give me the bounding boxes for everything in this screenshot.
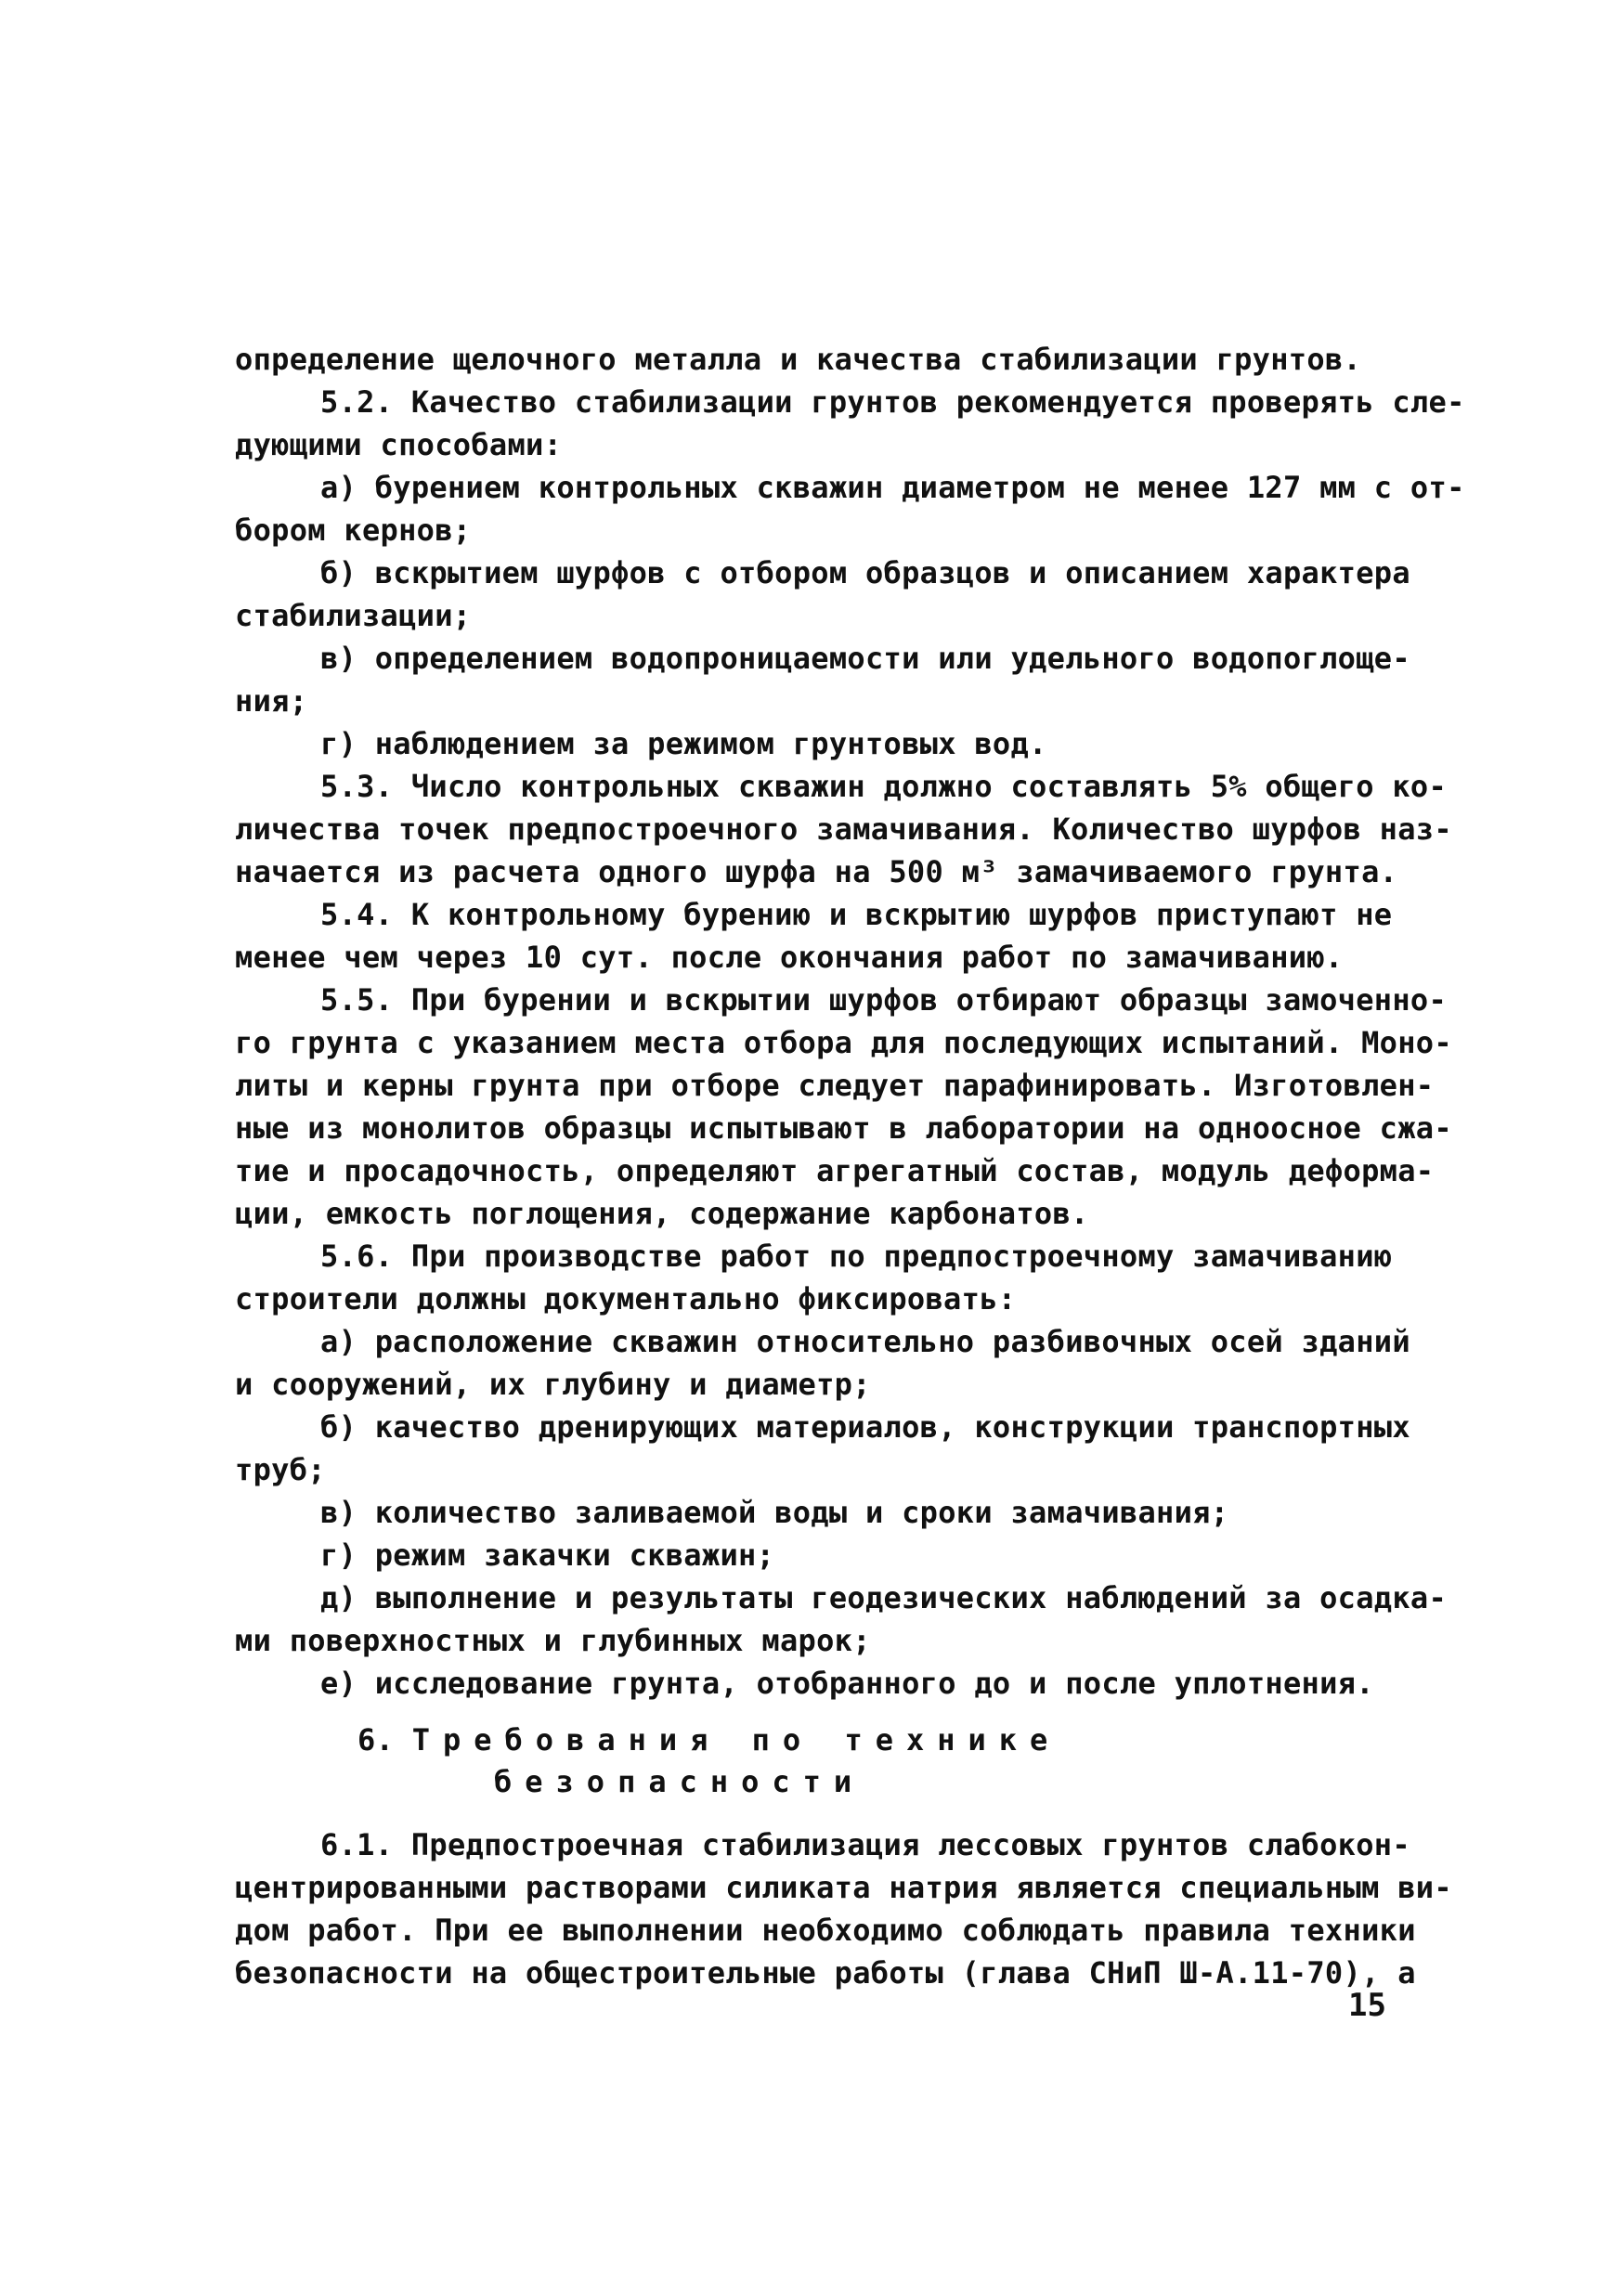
text-line: 5.6. При производстве работ по предпостроечному замачиванию <box>320 1239 1393 1274</box>
page-number: 15 <box>1348 1987 1386 2024</box>
text-line: безопасности на общестроительные работы (глава СНиП Ш-А.11-70), а <box>235 1955 1416 1991</box>
text-line: 5.5. При бурении и вскрытии шурфов отбирают образцы замоченно- <box>320 982 1448 1018</box>
text-line: и сооружений, их глубину и диаметр; <box>235 1367 871 1402</box>
text-line: начается из расчета одного шурфа на 500 м³ замачиваемого грунта. <box>235 854 1398 889</box>
text-line: 5.4. К контрольному бурению и вскрытию шурфов приступают не <box>320 897 1393 932</box>
text-line: а) бурением контрольных скважин диаметром не менее 127 мм с от- <box>320 470 1465 505</box>
text-line: бором кернов; <box>235 512 472 548</box>
text-line: дующими способами: <box>235 427 563 462</box>
text-line: литы и керны грунта при отборе следует парафинировать. Изготовлен- <box>235 1068 1435 1103</box>
text-line: личества точек предпостроечного замачивания. Количество шурфов наз- <box>235 811 1452 847</box>
text-line: ми поверхностных и глубинных марок; <box>235 1623 871 1658</box>
section-title-line2: безопасности <box>494 1764 865 1799</box>
text-line: го грунта с указанием места отбора для последующих испытаний. Моно- <box>235 1025 1452 1060</box>
text-line: ния; <box>235 683 308 719</box>
text-line: д) выполнение и результаты геодезических наблюдений за осадка- <box>320 1580 1448 1615</box>
text-line: 5.3. Число контрольных скважин должно составлять 5% общего ко- <box>320 769 1448 804</box>
section-number: 6. <box>357 1722 395 1758</box>
text-line: 5.2. Качество стабилизации грунтов рекомендуется проверять сле- <box>320 384 1465 420</box>
section-heading <box>357 1722 1060 1758</box>
text-line: г) режим закачки скважин; <box>320 1537 775 1573</box>
text-line: ции, емкость поглощения, содержание карбонатов. <box>235 1196 1089 1231</box>
text-line: в) количество заливаемой воды и сроки замачивания; <box>320 1495 1229 1530</box>
text-line: менее чем через 10 сут. после окончания работ по замачиванию. <box>235 940 1344 975</box>
text-line: а) расположение скважин относительно разбивочных осей зданий <box>320 1324 1410 1359</box>
text-line: центрированными растворами силиката натрия является специальным ви- <box>235 1870 1452 1905</box>
text-line: е) исследование грунта, отобранного до и после уплотнения. <box>320 1666 1374 1701</box>
text-line: г) наблюдением за режимом грунтовых вод. <box>320 726 1047 761</box>
text-line: стабилизации; <box>235 598 472 633</box>
text-line: строители должны документально фиксировать: <box>235 1281 1017 1317</box>
text-line: тие и просадочность, определяют агрегатный состав, модуль деформа- <box>235 1153 1435 1188</box>
text-line: труб; <box>235 1452 326 1487</box>
text-line: ные из монолитов образцы испытывают в лаборатории на одноосное сжа- <box>235 1110 1452 1146</box>
text-line: б) вскрытием шурфов с отбором образцов и описанием характера <box>320 555 1410 590</box>
text-line: б) качество дренирующих материалов, конструкции транспортных <box>320 1409 1410 1445</box>
text-line: дом работ. При ее выполнении необходимо соблюдать правила техники <box>235 1913 1416 1948</box>
text-line: определение щелочного металла и качества стабилизации грунтов. <box>235 342 1362 377</box>
text-line: в) определением водопроницаемости или удельного водопоглоще- <box>320 641 1410 676</box>
section-title-line1: Требования по технике <box>411 1722 1061 1758</box>
text-line: 6.1. Предпостроечная стабилизация лессовых грунтов слабокон- <box>320 1827 1410 1862</box>
